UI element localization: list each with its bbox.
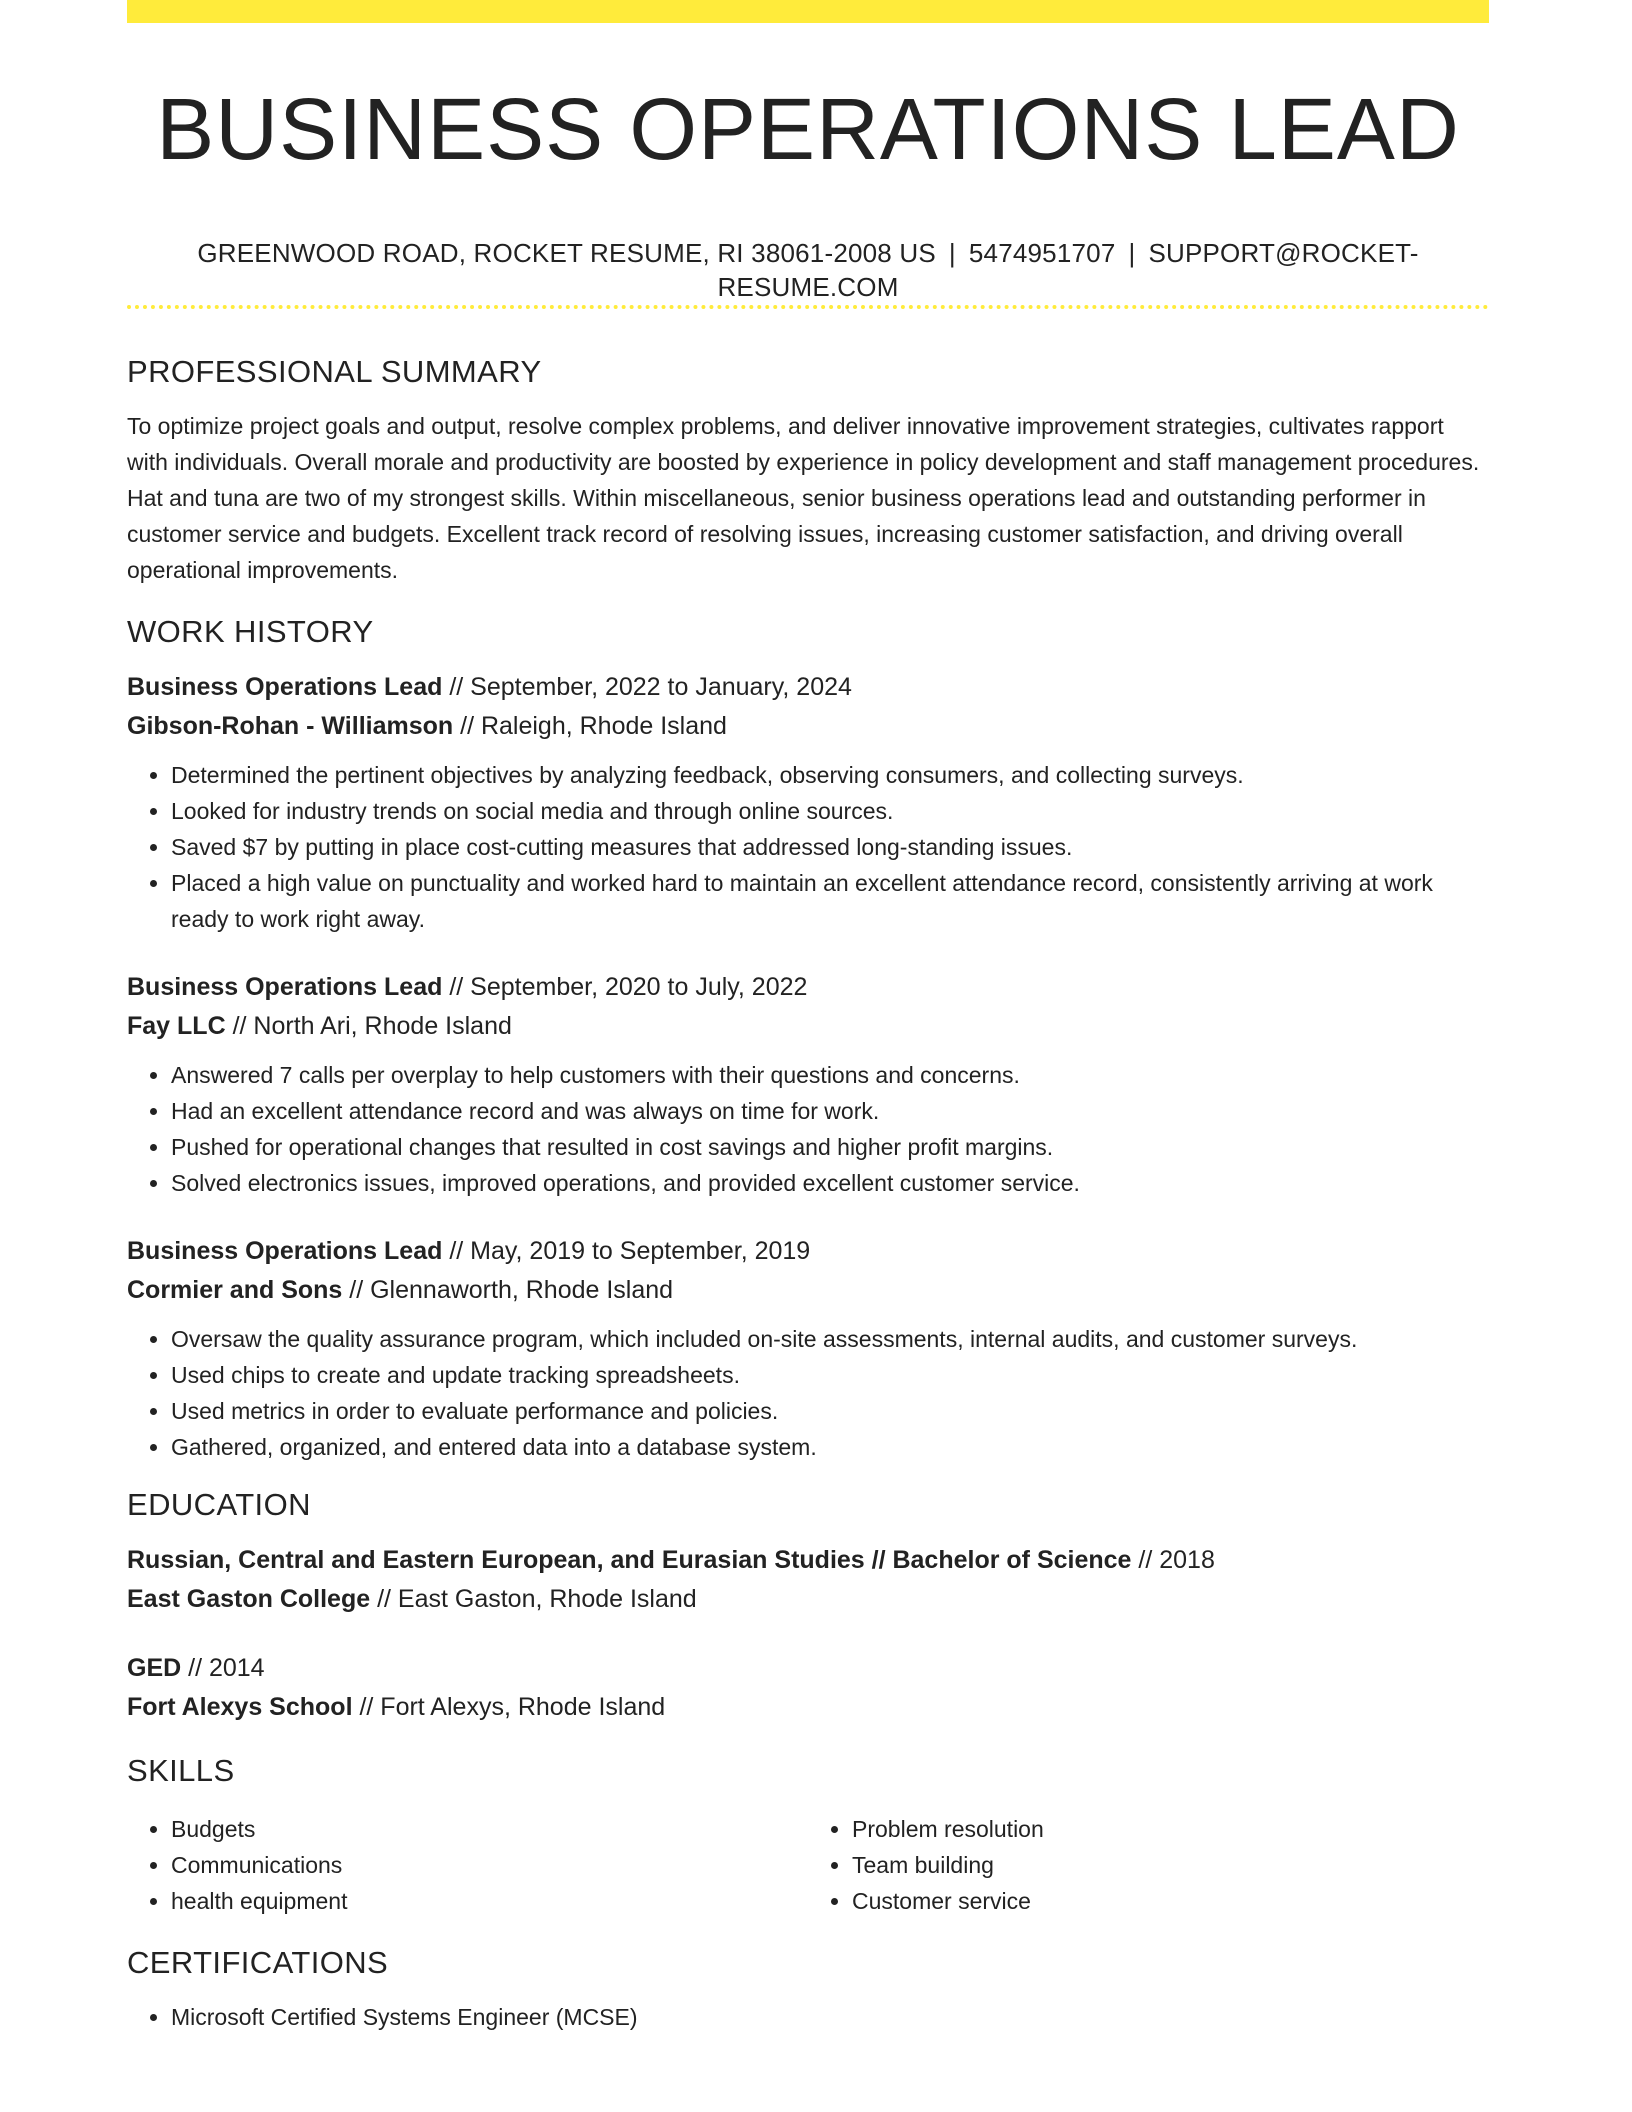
skills-list-left [127,1811,808,1919]
job-title-line [127,668,1489,707]
contact-email: SUPPORT@ROCKET-RESUME.COM [717,238,1419,302]
skills-columns [127,1807,1489,1919]
job-bullets [127,757,1489,937]
list-item: • health equipment [171,1883,808,1919]
section-heading: PROFESSIONAL SUMMARY [127,354,542,389]
job-dates: // September, 2022 to January, 2024 [442,673,852,701]
degree: Russian, Central and Eastern European, and Eurasian Studies // Bachelor of Science [127,1546,1132,1574]
job-bullets [127,1057,1489,1201]
job-company: Cormier and Sons [127,1276,343,1304]
list-item: • Team building [852,1847,1489,1883]
contact-separator: | [1128,238,1136,268]
job-company-line [127,1007,1489,1046]
degree-line [127,1541,1489,1580]
job-bullets [127,1321,1489,1465]
job-entry [127,968,1489,1201]
section-heading: EDUCATION [127,1487,311,1522]
list-item: • Determined the pertinent objectives by analyzing feedback, observing consumers, and collecting surveys. [171,757,1489,793]
job-title: Business Operations Lead [127,673,443,701]
list-item: • Budgets [171,1811,808,1847]
job-dates: // September, 2020 to July, 2022 [442,973,808,1001]
degree: GED [127,1654,182,1682]
list-item: • Microsoft Certified Systems Engineer (MCSE) [171,1999,1489,2035]
school-location: // East Gaston, Rhode Island [370,1585,697,1613]
resume-body [127,352,1489,2035]
job-title-line [127,968,1489,1007]
job-dates: // May, 2019 to September, 2019 [442,1237,811,1265]
list-item: • Customer service [852,1883,1489,1919]
list-item: • Answered 7 calls per overplay to help customers with their questions and concerns. [171,1057,1489,1093]
list-item: • Problem resolution [852,1811,1489,1847]
job-company-line [127,707,1489,746]
degree-line [127,1649,1489,1688]
contact-line [127,236,1489,304]
work-history-section [127,612,1489,1465]
job-company-line [127,1271,1489,1310]
list-item: • Had an excellent attendance record and was always on time for work. [171,1093,1489,1129]
job-location: // Glennaworth, Rhode Island [342,1276,674,1304]
graduation-year: // 2014 [181,1654,265,1682]
graduation-year: // 2018 [1131,1546,1215,1574]
job-title-line [127,1232,1489,1271]
section-heading: SKILLS [127,1753,235,1788]
list-item: • Communications [171,1847,808,1883]
list-item: • Used metrics in order to evaluate performance and policies. [171,1393,1489,1429]
certifications-section [127,1943,1489,2035]
accent-top-bar [127,0,1489,23]
job-entry [127,1232,1489,1465]
list-item: • Gathered, organized, and entered data into a database system. [171,1429,1489,1465]
school-location: // Fort Alexys, Rhode Island [352,1693,666,1721]
contact-separator: | [948,238,956,268]
contact-phone: 5474951707 [968,238,1116,268]
job-title: Business Operations Lead [127,1237,443,1265]
education-entry [127,1541,1489,1619]
job-entry [127,668,1489,937]
list-item: • Oversaw the quality assurance program, which included on-site assessments, internal audits, and customer surveys. [171,1321,1489,1357]
dotted-divider [127,305,1489,309]
education-section [127,1485,1489,1727]
section-heading: CERTIFICATIONS [127,1945,389,1980]
section-heading: WORK HISTORY [127,614,374,649]
job-title: Business Operations Lead [127,973,443,1001]
skills-list-right [808,1811,1489,1919]
education-entry [127,1649,1489,1727]
list-item: • Pushed for operational changes that resulted in cost savings and higher profit margins. [171,1129,1489,1165]
list-item: • Saved $7 by putting in place cost-cutting measures that addressed long-standing issues. [171,829,1489,865]
list-item: • Looked for industry trends on social media and through online sources. [171,793,1489,829]
job-location: // North Ari, Rhode Island [225,1012,512,1040]
list-item: • Used chips to create and update tracking spreadsheets. [171,1357,1489,1393]
candidate-title: BUSINESS OPERATIONS LEAD [156,81,1460,178]
school-line [127,1688,1489,1727]
list-item: • Solved electronics issues, improved operations, and provided excellent customer service. [171,1165,1489,1201]
job-company: Fay LLC [127,1012,226,1040]
summary-section [127,352,1489,588]
job-company: Gibson-Rohan - Williamson [127,712,454,740]
certifications-list [127,1999,1489,2035]
school-line [127,1580,1489,1619]
skills-section [127,1751,1489,1919]
school-name: East Gaston College [127,1585,371,1613]
school-name: Fort Alexys School [127,1693,353,1721]
summary-text: To optimize project goals and output, resolve complex problems, and deliver innovative improvement strategies, cultivates rapport with individuals. Overall morale and productivity are boosted by experience in policy development and staff management procedures. Hat and tuna are two of my strongest skills. Within miscellaneous, senior business operations lead and outstanding performer in customer service and budgets. Excellent track record of resolving issues, increasing customer satisfaction, and driving overall operational improvements. [127,413,1480,583]
list-item: • Placed a high value on punctuality and worked hard to maintain an excellent attendance record, consistently arriving at work ready to work right away. [171,865,1489,937]
job-location: // Raleigh, Rhode Island [453,712,727,740]
contact-address: GREENWOOD ROAD, ROCKET RESUME, RI 38061-2008 US [197,238,936,268]
